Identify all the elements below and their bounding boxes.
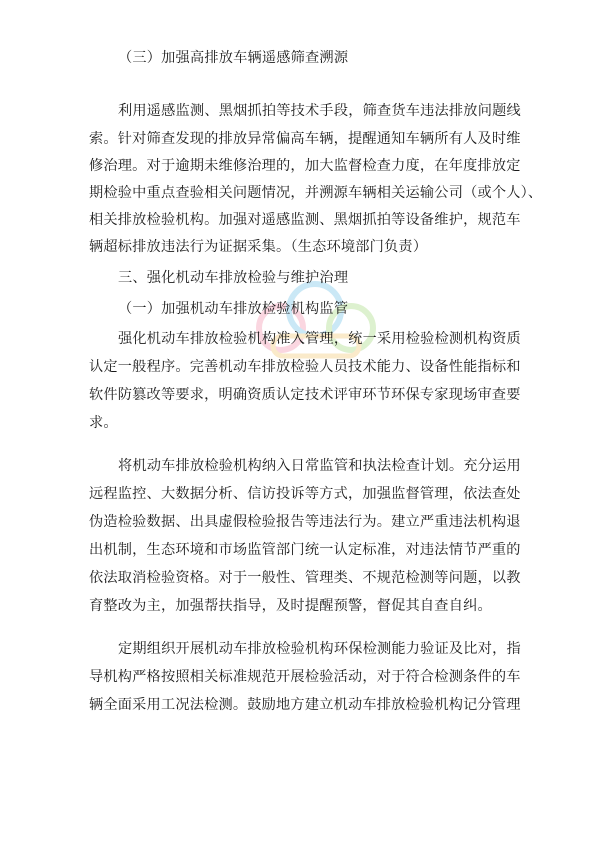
paragraph-line: 求。	[89, 415, 118, 431]
paragraph-line: 导机构严格按照相关标准规范开展检验活动，对于符合检测条件的车	[89, 669, 521, 685]
paragraph-line: 出机制，生态环境和市场监管部门统一认定标准，对违法情节严重的	[89, 542, 521, 558]
sub-heading: （三）加强高排放车辆遥感筛查溯源	[118, 50, 349, 66]
paragraph-line: 依法取消检验资格。对于一般性、管理类、不规范检测等问题，以教	[89, 570, 521, 586]
paragraph-line: 远程监控、大数据分析、信访投诉等方式，加强监督管理，依法查处	[89, 486, 521, 502]
paragraph-line: 育整改为主，加强帮扶指导，及时提醒预警，督促其自查自纠。	[89, 598, 492, 614]
sub-heading: （一）加强机动车排放检验机构监管	[118, 301, 349, 317]
paragraph-line: 将机动车排放检验机构纳入日常监管和执法检查计划。充分运用	[118, 458, 521, 474]
paragraph-line: 相关排放检验机构。加强对遥感监测、黑烟抓拍等设备维护，规范车	[89, 212, 521, 228]
paragraph-line: 伪造检验数据、出具虚假检验报告等违法行为。建立严重违法机构退	[89, 514, 521, 530]
paragraph-line: 软件防篡改等要求，明确资质认定技术评审环节环保专家现场审查要	[89, 387, 521, 403]
paragraph-line: 辆全面采用工况法检测。鼓励地方建立机动车排放检验机构记分管理	[89, 697, 521, 713]
paragraph-line: 期检验中重点查验相关问题情况，并溯源车辆相关运输公司（或个人）、	[89, 185, 543, 201]
paragraph-line: 强化机动车排放检验机构准入管理，统一采用检验检测机构资质	[118, 331, 521, 347]
paragraph-line: 辆超标排放违法行为证据采集。（生态环境部门负责）	[89, 239, 428, 255]
paragraph-line: 索。针对筛查发现的排放异常偏高车辆，提醒通知车辆所有人及时维	[89, 131, 521, 147]
paragraph-line: 利用遥感监测、黑烟抓拍等技术手段，筛查货车违法排放问题线	[118, 103, 521, 119]
paragraph-line: 定期组织开展机动车排放检验机构环保检测能力验证及比对，指	[118, 641, 521, 657]
paragraph-line: 认定一般程序。完善机动车排放检验人员技术能力、设备性能指标和	[89, 359, 521, 375]
section-heading: 三、强化机动车排放检验与维护治理	[118, 270, 349, 286]
paragraph-line: 修治理。对于逾期未维修治理的，加大监督检查力度，在年度排放定	[89, 158, 521, 174]
